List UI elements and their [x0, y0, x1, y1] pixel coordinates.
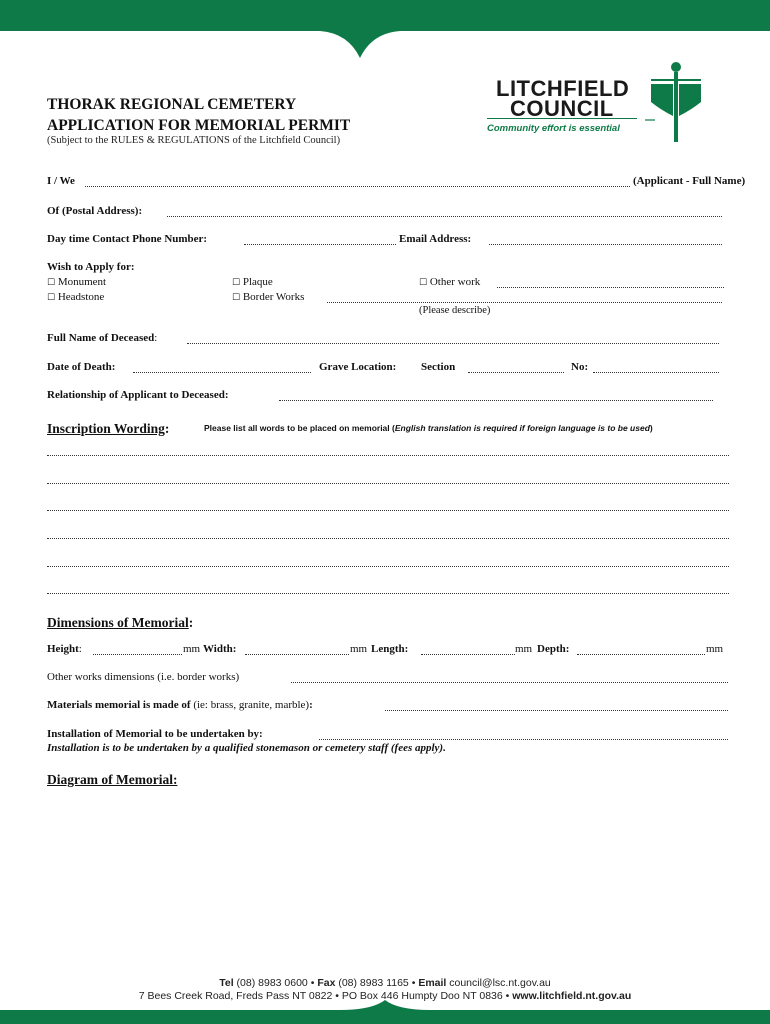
depth-label: Depth:	[537, 643, 570, 655]
height-label: Height	[47, 643, 79, 655]
inscription-note: English translation is required if foreign language is to be used	[394, 423, 650, 433]
monument-checkbox[interactable]: ☐	[47, 278, 56, 288]
email-label: Email Address:	[399, 233, 472, 245]
header-band	[0, 0, 770, 62]
i-we-label: I / We	[47, 175, 75, 187]
postal-address-label: Of (Postal Address):	[47, 205, 143, 217]
form-title-line1: THORAK REGIONAL CEMETERY	[47, 96, 297, 113]
inscription-line-4[interactable]	[47, 538, 729, 539]
section-label: Section	[421, 361, 456, 373]
applicant-name-field[interactable]	[85, 186, 630, 187]
apply-label: Wish to Apply for:	[47, 261, 135, 273]
depth-field[interactable]	[577, 654, 705, 655]
deceased-name-field[interactable]	[187, 343, 719, 344]
other-work-label: Other work	[429, 276, 481, 288]
border-works-label: Border Works	[242, 291, 305, 303]
deceased-name-label: Full Name of Deceased	[47, 332, 155, 344]
inscription-line-2[interactable]	[47, 483, 729, 484]
footer-fax-label: Fax	[317, 977, 336, 989]
plaque-label: Plaque	[242, 276, 273, 288]
installation-label: Installation of Memorial to be undertaken by:	[47, 728, 263, 740]
contact-row	[47, 233, 729, 245]
form-subtitle: (Subject to the RULES & REGULATIONS of the Litchfield Council)	[47, 135, 341, 146]
headstone-label: Headstone	[57, 291, 105, 303]
option-monument[interactable]	[47, 276, 106, 288]
date-of-death-field[interactable]	[133, 372, 311, 373]
relationship-field[interactable]	[279, 400, 713, 401]
section-field[interactable]	[468, 372, 564, 373]
inscription-instruction: Please list all words to be placed on memorial (English translation is required if foreign language is to be used)	[204, 423, 653, 433]
relationship-label: Relationship of Applicant to Deceased:	[47, 389, 229, 401]
please-describe-label: (Please describe)	[419, 305, 491, 316]
border-works-field[interactable]	[327, 302, 722, 303]
litchfield-emblem-icon	[645, 60, 709, 144]
postal-address-row	[47, 205, 729, 217]
option-border-works[interactable]	[232, 291, 729, 303]
footer-email-label: Email	[418, 977, 447, 989]
installation-row	[47, 728, 729, 740]
death-grave-row	[47, 361, 729, 373]
footer-address: 7 Bees Creek Road, Freds Pass NT 0822	[138, 990, 333, 1002]
other-works-row	[47, 671, 729, 683]
dimensions-heading-row: Dimensions of Memorial:	[47, 615, 194, 630]
border-works-checkbox[interactable]: ☐	[232, 293, 241, 303]
option-plaque[interactable]	[232, 276, 273, 288]
width-field[interactable]	[245, 654, 349, 655]
inscription-line-5[interactable]	[47, 566, 729, 567]
dimensions-row: Height: mm Width: mm Length: mm Depth: mm	[47, 643, 724, 655]
installation-field[interactable]	[319, 739, 728, 740]
height-field[interactable]	[93, 654, 182, 655]
headstone-checkbox[interactable]: ☐	[47, 293, 56, 303]
relationship-row	[47, 389, 729, 401]
diagram-area[interactable]	[47, 795, 729, 955]
footer-email[interactable]: council@lsc.nt.gov.au	[449, 977, 551, 989]
deceased-name-row: Full Name of Deceased:	[47, 332, 729, 344]
other-work-field[interactable]	[497, 287, 724, 288]
phone-label: Day time Contact Phone Number:	[47, 233, 208, 245]
postal-address-field[interactable]	[167, 216, 722, 217]
other-works-field[interactable]	[291, 682, 728, 683]
monument-label: Monument	[57, 276, 107, 288]
applicant-suffix-label: (Applicant - Full Name)	[633, 175, 746, 187]
materials-hint: (ie: brass, granite, marble)	[193, 699, 310, 711]
option-other-work[interactable]	[419, 276, 729, 288]
diagram-heading: Diagram of Memorial:	[47, 772, 178, 787]
footer-address-line: 7 Bees Creek Road, Freds Pass NT 0822 • PO Box 446 Humpty Doo NT 0836 • www.litchfield.nt.gov.au	[138, 990, 632, 1002]
applicant-name-row	[47, 175, 746, 187]
materials-row: Materials memorial is made of (ie: brass, granite, marble):	[47, 699, 729, 711]
other-work-checkbox[interactable]: ☐	[419, 278, 428, 288]
installation-note: Installation is to be undertaken by a qualified stonemason or cemetery staff (fees apply).	[47, 742, 446, 754]
footer-tel: (08) 8983 0600	[236, 977, 308, 989]
materials-label: Materials memorial is made of	[47, 699, 191, 711]
inscription-line-1[interactable]	[47, 455, 729, 456]
grave-no-label: No:	[571, 361, 589, 373]
footer-website[interactable]: www.litchfield.nt.gov.au	[512, 990, 632, 1002]
plaque-checkbox[interactable]: ☐	[232, 278, 241, 288]
date-of-death-label: Date of Death:	[47, 361, 116, 373]
logo-line2: COUNCIL	[510, 96, 614, 121]
footer-band	[0, 1000, 770, 1024]
dimensions-heading: Dimensions of Memorial	[47, 615, 189, 630]
length-label: Length:	[371, 643, 409, 655]
length-field[interactable]	[421, 654, 515, 655]
footer-contact-line: Tel (08) 8983 0600 • Fax (08) 8983 1165 • Email council@lsc.nt.gov.au	[219, 977, 551, 989]
grave-location-label: Grave Location:	[319, 361, 397, 373]
footer-po-box: PO Box 446 Humpty Doo NT 0836	[341, 990, 503, 1002]
inscription-heading-row: Inscription Wording:	[47, 421, 170, 436]
other-works-label: Other works dimensions (i.e. border works)	[47, 671, 240, 683]
footer-tel-label: Tel	[219, 977, 234, 989]
footer-fax: (08) 8983 1165	[338, 977, 409, 989]
email-field[interactable]	[489, 244, 722, 245]
logo-line1: LITCHFIELD	[496, 76, 630, 101]
option-headstone[interactable]	[47, 291, 104, 303]
inscription-heading: Inscription Wording	[47, 421, 165, 436]
width-label: Width:	[203, 643, 237, 655]
phone-field[interactable]	[244, 244, 396, 245]
form-title-line2: APPLICATION FOR MEMORIAL PERMIT	[47, 117, 351, 134]
grave-no-field[interactable]	[593, 372, 719, 373]
inscription-line-6[interactable]	[47, 593, 729, 594]
logo-tagline: Community effort is essential	[487, 123, 620, 134]
materials-field[interactable]	[385, 710, 728, 711]
logo-rule	[487, 118, 637, 119]
inscription-line-3[interactable]	[47, 510, 729, 511]
